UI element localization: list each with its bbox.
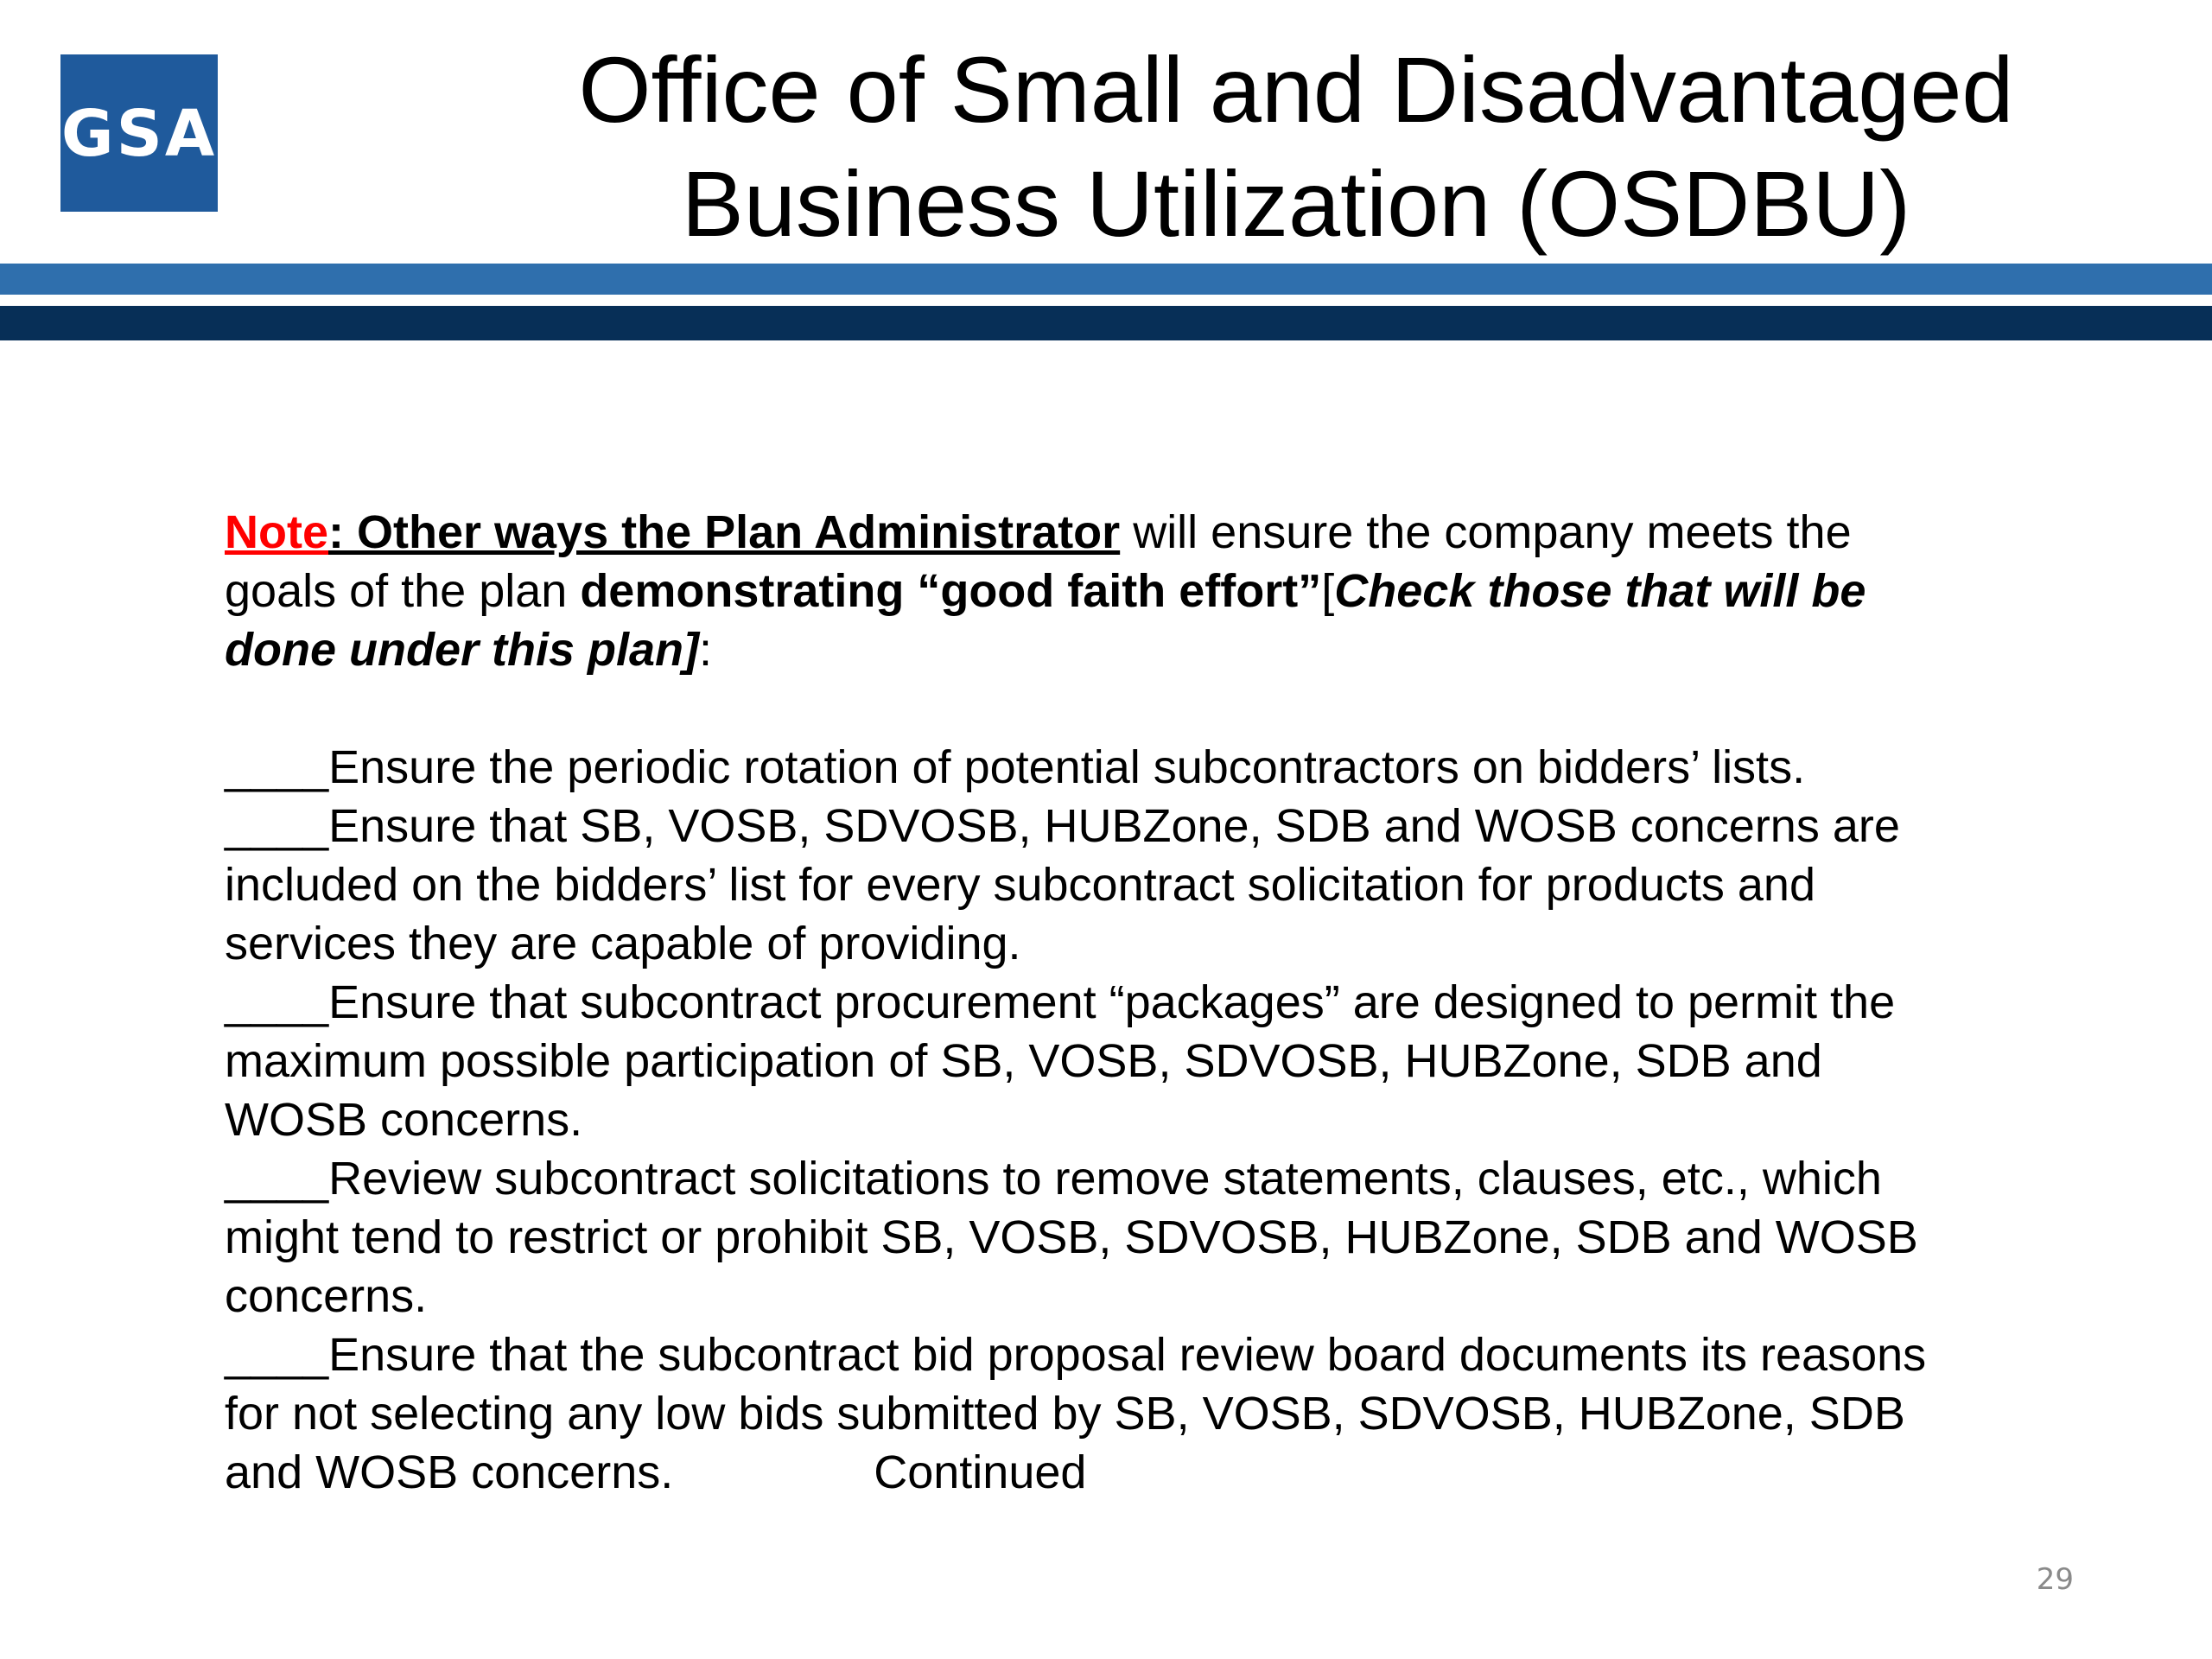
gsa-logo-text: GSA xyxy=(60,97,218,171)
note-paragraph xyxy=(225,503,1953,679)
checklist-item: ____Ensure the periodic rotation of potential subcontractors on bidders’ lists. xyxy=(225,741,1806,793)
slide-title-line2: Business Utilization (OSDBU) xyxy=(681,151,1911,256)
note-label: Note xyxy=(225,506,328,558)
slide-title xyxy=(484,33,2108,261)
note-instruction: Check those that will be done under this plan] xyxy=(225,565,1866,676)
gsa-logo xyxy=(60,54,218,212)
page-number: 29 xyxy=(2036,1562,2074,1597)
continued-label: Continued xyxy=(874,1446,1087,1498)
checklist-item: ____Ensure that SB, VOSB, SDVOSB, HUBZone, SDB and WOSB concerns are included on the bidders’ list for every subcontract solicitation for products and services they are capable of providing. xyxy=(225,800,1900,969)
note-subject: : Other ways the Plan Administrator xyxy=(328,506,1121,558)
note-emphasis: demonstrating “good faith effort” xyxy=(580,565,1322,617)
checklist-item: ____Ensure that subcontract procurement “packages” are designed to permit the maximum possible participation of SB, VOSB, SDVOSB, HUBZone, SDB and WOSB concerns. xyxy=(225,976,1896,1146)
note-bracket: [ xyxy=(1321,565,1335,617)
header-bar-light xyxy=(0,264,2212,295)
checklist-item-last xyxy=(225,1325,1953,1502)
slide-title-line1: Office of Small and Disadvantaged xyxy=(578,37,2014,142)
header-bar-dark xyxy=(0,306,2212,340)
checklist-item: ____Review subcontract solicitations to remove statements, clauses, etc., which might tend to restrict or prohibit SB, VOSB, SDVOSB, HUBZone, SDB and WOSB concerns. xyxy=(225,1153,1918,1322)
paragraph-spacer xyxy=(225,679,1953,738)
checklist-item: ____Ensure that the subcontract bid proposal review board documents its reasons for not selecting any low bids submitted by SB, VOSB, SDVOSB, HUBZone, SDB and WOSB concerns. xyxy=(225,1329,1927,1498)
note-colon: : xyxy=(699,624,713,676)
slide-body xyxy=(225,503,1953,1502)
note-text: will ensure the company meets the goals of the plan xyxy=(225,506,1852,617)
